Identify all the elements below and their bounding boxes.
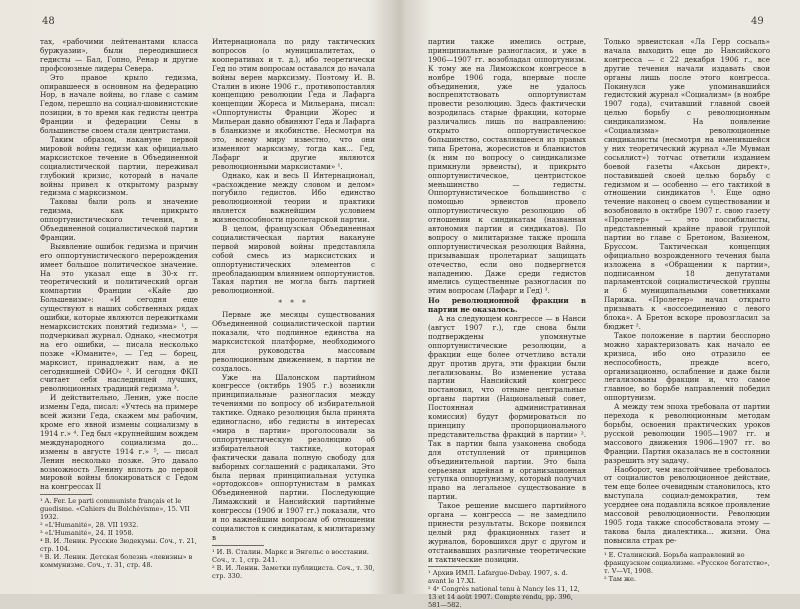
- section-divider: * * *: [278, 298, 309, 308]
- footnote: ² 4ᵉ Congrès national tenu à Nancy les 11, 12, 13 et 14 août 1907. Compte rendu, pp. 396, 581—582.: [428, 585, 580, 609]
- left-page: [0, 0, 400, 594]
- text-column: [212, 38, 375, 583]
- footnote: ¹ И. В. Сталин. Маркс и Энгельс о восстании. Соч., т. 1, стр. 241.: [212, 547, 369, 564]
- footnote-rule: [212, 545, 264, 546]
- paragraph: Первые же месяцы существования Объединенной социалистической партии показали, что подлинное единства на марксистской платформе, необходимого для руководства массовым революционным движением, в партии не создалось.: [212, 310, 375, 373]
- footnote: ¹ A. Fer. Le parti communiste français et le guedisme. «Cahiers du Bolchévisme», 15. VII 1932.: [40, 497, 190, 522]
- footnote: ² «L'Humanité», 28. VII 1932.: [40, 521, 139, 530]
- page-number: 49: [751, 16, 764, 27]
- footnote: ² В. И. Ленин. Заметки публициста. Соч., т. 30, стр. 330.: [212, 563, 375, 580]
- paragraph: Интернационала по ряду тактических вопросов (о муниципалитетах, о кооперативах и т. д.), ибо теоретически Гед по этим вопросам оставался до начала войны верен марксизму. Поэтому И. В. Сталин в июне 1906 г., противопоставляя концепцию революции Геда и Лафарга концепции Жореса и Мильерана, писал: «Оппортунисты Франции Жорес и Мильеран давно обвиняют Геда и Лафарга в бланкизме и якобинстве. Несмотря на это, всему миру известно, что они изменяют марксизму, тогда как... Гед, Лафарг и другие являются революционными марксистами» ¹.: [212, 37, 375, 171]
- paragraph: Выявление ошибок гедизма и причин его оппортунистического перерождения имеет большое политическое значение. На это указал еще в 30-х гг. теоретический и политический орган компартии Франции «Кайе дю Большевизм»: «И сегодня еще существуют в наших собственных рядах ошибки, которые являются пережитками немарксистских понятий гедизма» ¹, — подчеркивал журнал. Однако, «несмотря на его ошибки, — писала несколько позже «Юманите», — Гед — борец, марксист, принадлежит нам, а не сегодняшней СФИО» ². И сегодня ФКП считает себя наследницей лучших, революционных традиций гедизма ³.: [40, 241, 198, 394]
- paragraph: Только эрвеистская «Ла Герр сосьаль» начала выходить еще до Нансийского конгресса — с 22 декабря 1906 г., все другие течения начали издавать свои органы лишь после этого конгресса. Покинулся уже упоминавшийся гедистский журнал «Социализм» (в ноябре 1907 года), считавший главной своей целью борьбу с революционным синдикализмом. На появление «Социализма» революционные синдикалисты (несмотря на именившейся у них теоретический журнал «Ле Мувман сосьялист») тотчас ответили изданием боевой газеты «Аксьон директ», поставившей своей целью борьбу с гедизмом и — особенно — его тактикой в отношении синдикатов ¹. Еще одно течение наконец о своем существовании и возобновило в октябре 1907 г. свою газету «Пролетер» — это поссибилисты, представленный крайне правой группой партии во главе с Бретоном, Вазиеном, Бруссом. Тактическая концепция официально возрожденного течения была изложена в «Обращении к партии», подписанном 18 депутатами парламентской социалистической группы и 6 муниципальными советниками Парижа. «Пролетер» начал открыто призывать к «воссоединению с левого блока». А Бретон вскоре провозгласил за бюджет ².: [604, 37, 770, 331]
- footnote: ⁵ В. И. Ленин. Детская болезнь «левизны» в коммунизме. Соч., т. 31, стр. 48.: [40, 553, 193, 570]
- paragraph: А на следующем конгрессе — в Нанси (август 1907 г.), где снова были подтверждены упомянутые оппортунистические резолюции, а фракции еще более отчетливо встали друг против друга, эти фракции были легализованы. Во изменение устава партии Нансийский конгресс постановил, что отныне центральные органы партии (Национальный совет, Постоянная административная комиссия) будут формироваться по принципу пропорционального представительства фракций в партии» ². Так в партии была узаконена свобода для отступлений от принципов объединительной партии. Это была серьезная идейная и организационная уступка оппортунизму, который получил право на легальное существование в партии.: [428, 314, 586, 502]
- footnote-rule: [604, 548, 656, 549]
- page-number: 48: [42, 16, 55, 27]
- footnote: ⁴ В. И. Ленин. Русские Зюдекумы. Соч., т. 21, стр. 104.: [40, 537, 197, 554]
- paragraph: Это правое крыло гедизма, опиравшееся в основном на федерацию Нор, в начале войны, во главе с самим Гедом, перешло на социал-шовинистские позиции, в то время как гедисты центра Франции и федерации Сены в большинстве своем стали центристами.: [40, 72, 198, 136]
- paragraph: Таким образом, накануне первой мировой войны гедизм как официально марксистское течение в Объединенной социалистической партии, переживал глубокий кризис, который в начале войны привел к открытому разрыву гедизма с марксизмом.: [40, 134, 198, 198]
- footnote: ¹ Е. Сталинский. Борьба направлений во французском социализме. «Русское богатство», т. V—VI, 1908.: [604, 550, 770, 575]
- text-column: [604, 38, 770, 583]
- paragraph: тах, «рабочими лейтенантами класса буржуазии», были переодившиеся гедисты — Бал, Гопно, Ренар и другие профсоюзные лидеры Севера.: [40, 37, 198, 73]
- paragraph: Такое положение в партии бесспорно можно характеризовать как начало ее кризиса, ибо оно отразило ее неспособность, прежде всего, организационно, ослабление и даже были легализованы фракции и, что самое главное, во борьбе направлений победил оппортунизм.: [604, 330, 770, 403]
- paragraph: И действительно, Ленин, уже после измены Геда, писал: «Учтесь на примере всей жизни Геда, скажем мы рабочим, кроме его явной измены социализму в 1914 г.» ⁴. Гед был «крупнейшим вождем международного социализма до... измены в августе 1914 г.» ⁵, — писал Ленин несколько позже. Это давало возможность Ленину вплоть до первой мировой войны блокироваться с Гедом на конгрессах II: [40, 393, 198, 492]
- section-heading: Но революционной фракции в партии не оказалось.: [428, 296, 586, 315]
- paragraph: Однако, как и весь II Интернационал, «расхождение между словом и делом» погубило гедистов. Ибо единство революционной теории и практики является важнейшим условием жизнеспособности пролетарской партии.: [212, 170, 375, 225]
- footnote: ² Там же.: [604, 574, 636, 583]
- right-page: [400, 0, 800, 609]
- paragraph: В целом, французская Объединенная социалистическая партия накануне первой мировой войны представляла собой смесь из марксистских и оппортунистических элементов с преобладающим влиянием оппортунистов. Такая партия не могла быть партией революционной.: [212, 224, 375, 296]
- footnote: ³ «L'Humanité», 24. II 1958.: [40, 529, 134, 538]
- footnote-rule: [40, 494, 92, 495]
- text-column: [428, 37, 586, 609]
- paragraph: А между тем эпоха требовала от партии перехода к революционным методам борьбы, освоения практических уроков русской революции 1905—1907 гг. и массового движения 1906—1907 гг. во Франции. Партия оказалась не в состоянии разрешить эту задачу.: [604, 402, 770, 465]
- footnote: ¹ Архив ИМЛ. Lafargue-Debay. 1907, s. d. avant le 17.XI.: [428, 569, 568, 586]
- paragraph: Уже на Шалонском партийном конгрессе (октябрь 1905 г.) возникли принципиальные разногласия между течениями по вопросу об избирательной тактике. Однако резолюция была принята единогласно, ибо гедисты в интересах «мира в партии» проголосовали за оппортунистическую резолюцию об избирательной тактике, которая фактически давала полную свободу для выборных соглашений с радикалами. Это была первая принципиальная уступка «ортодоксов» оппортунистам в рамках Объединенной партии. Последующие Лимажский и Нансийский партийные конгрессы (1906 и 1907 гг.) показали, что и по важнейшим вопросам об отношении социалистов к синдикатам, к милитаризму в: [212, 372, 375, 542]
- paragraph: Наоборот, чем настойчивее требовалось от социалистов революционное действие, тем еще более очевидным становилось, кто выступала социал-демократия, тем усерднее она подавляла всякое проявление массовой революционности. Революции 1905 года также способствовала этому — такова была диалектика... жизни. Она повысила страх ре-: [604, 464, 770, 545]
- paragraph: Таковы были роль и значение гедизма, как прикрыто оппортунистического течения, в Объединенной социалистической партии Франции.: [40, 197, 198, 242]
- text-column: [40, 38, 198, 583]
- footnote-rule: [428, 566, 480, 567]
- paragraph: партии также имелись острые, принципиальные разногласия, и уже в 1906—1907 гг. возобладал оппортунизм. К тому же на Лиможском конгрессе в ноябре 1906 года, впервые после объединения, уже не удалось воспрепятствовать оппортунистам провести резолюцию. Здесь фактически возродилась старые фракции, которые различались лишь по направлению: открыто оппортунистическое большинство, составлявшееся из правых типа Бретона, жоресистов и бланкистов (к ним по вопросу о синдикализме примкнули эрвеисты), и прикрыто оппортунистическое, центристское меньшинство — гедисты. Оппортунистическое большинство с помощью эрвеистов провело оппортунистическую резолюцию об отношении к синдикатам (названная автономия партии и синдикатов). По вопросу о милитаризме также прошла оппортунистическая резолюция Вайяна, призывавшая пролетариат защищать отечество, если оно подвергнется нападению. Даже среди гедистов имелись существенные разногласия по этим вопросам (Лафарг и Гед) ¹.: [428, 37, 586, 296]
- paragraph: Такое решение высшего партийного органа — конгресса — не замедлило принести результаты. Вскоре появился целый ряд фракционных газет и журналов, боровшихся друг с другом и отстаивавших различные теоретические и тактические позиции.: [428, 501, 586, 564]
